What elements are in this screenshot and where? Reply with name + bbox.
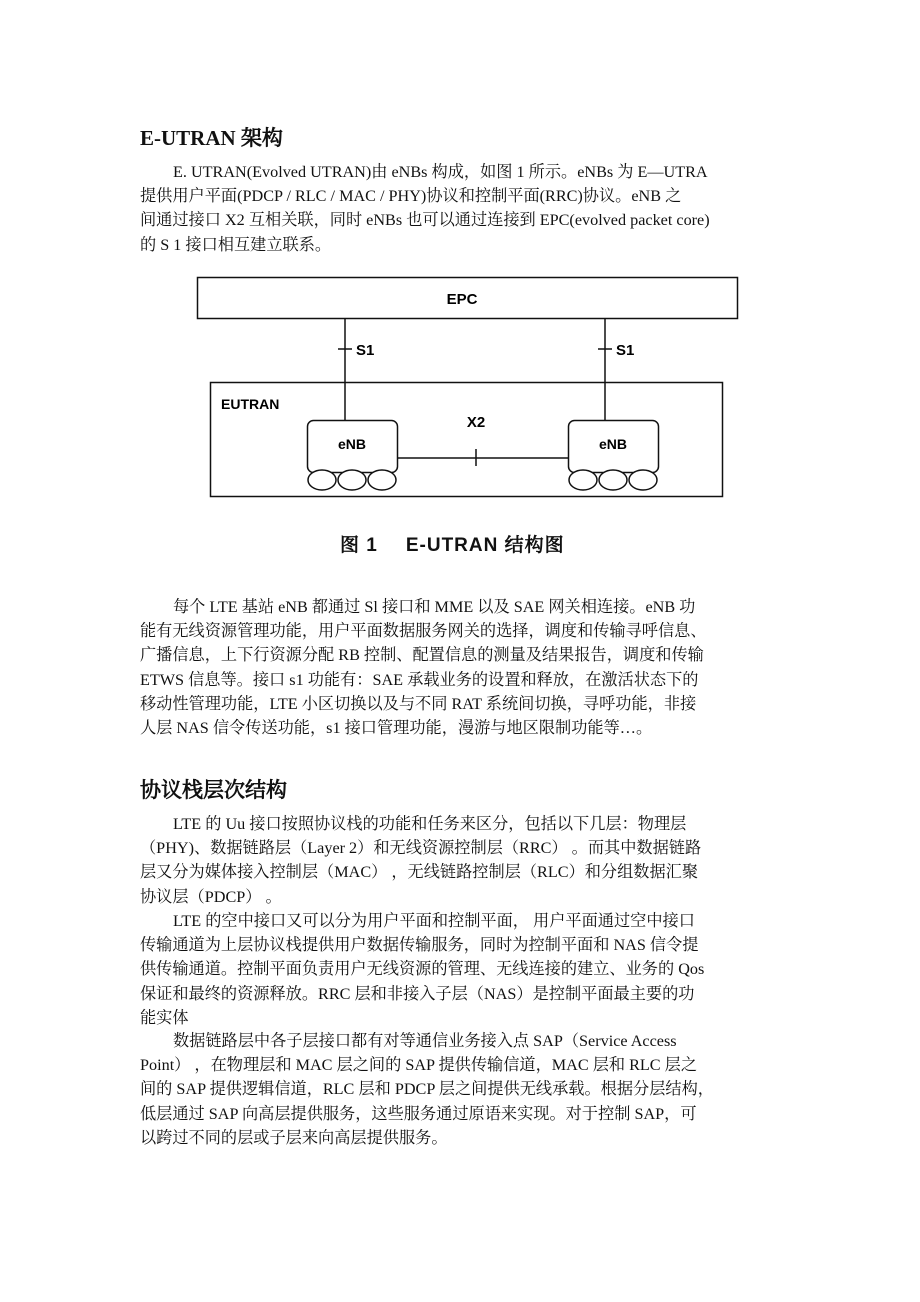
paragraph-enb-functions	[140, 595, 785, 740]
text-line: 人层 NAS 信令传送功能，s1 接口管理功能，漫游与地区限制功能等…。	[140, 719, 653, 738]
text-line: 低层通过 SAP 向高层提供服务，这些服务通过原语来实现。对于控制 SAP，可	[140, 1104, 697, 1123]
text-line: 广播信息，上下行资源分配 RB 控制、配置信息的测量及结果报告，调度和传输	[140, 646, 704, 665]
text-line: ETWS 信息等。接口 s1 功能有：SAE 承载业务的设置和释放，在激活状态下的	[140, 670, 699, 689]
text-line: 能实体	[140, 1008, 189, 1027]
text-line: 传输通道为上层协议栈提供用户数据传输服务，同时为控制平面和 NAS 信令提	[140, 936, 699, 955]
eutran-label: EUTRAN	[221, 396, 280, 412]
text-line: 间的 SAP 提供逻辑信道，RLC 层和 PDCP 层之间提供无线承载。根据分层结构，	[140, 1080, 714, 1099]
enb-left-label: eNB	[337, 436, 367, 452]
text-line: Point） ，在物理层和 MAC 层之间的 SAP 提供传输信道，MAC 层和 RLC 层之	[140, 1056, 698, 1075]
text-line: 移动性管理功能，LTE 小区切换以及与不同 RAT 系统间切换，寻呼功能，非接	[140, 694, 697, 713]
figure-number: 图 1	[340, 535, 378, 556]
text-line: 能有无线资源管理功能，用户平面数据服务网关的选择，调度和传输寻呼信息、	[140, 622, 707, 641]
text-line: 的 S 1 接口相互建立联系。	[140, 235, 332, 254]
text-line: 提供用户平面(PDCP / RLC / MAC / PHY)协议和控制平面(RRC)协议。eNB 之	[140, 187, 682, 206]
eutran-architecture-diagram	[0, 0, 920, 520]
enb-left	[308, 421, 398, 491]
paragraph-uu-layers	[140, 812, 785, 909]
text-line: 保证和最终的资源释放。RRC 层和非接入子层（NAS）是控制平面最主要的功	[140, 984, 695, 1003]
text-line: 层又分为媒体接入控制层（MAC） ，无线链路控制层（RLC）和分组数据汇聚	[140, 863, 699, 882]
s1-right-label: S1	[616, 342, 635, 359]
text-line: 供传输通道。控制平面负责用户无线资源的管理、无线连接的建立、业务的 Qos	[140, 960, 705, 979]
paragraph-sap	[140, 1029, 785, 1150]
text-line: LTE 的 Uu 接口按照协议栈的功能和任务来区分，包括以下几层：物理层	[173, 815, 687, 833]
figure-title: E-UTRAN 结构图	[405, 535, 565, 556]
heading-protocol-stack: 协议栈层次结构	[140, 778, 287, 802]
text-line: 以跨过不同的层或子层来向高层提供服务。	[140, 1128, 448, 1147]
figure-caption	[340, 530, 565, 557]
epc-label: EPC	[446, 291, 478, 308]
paragraph-planes	[140, 909, 785, 1030]
enb-right	[569, 421, 659, 491]
text-line: 间通过接口 X2 互相关联，同时 eNBs 也可以通过连接到 EPC(evolved packet core)	[140, 211, 710, 230]
text-line: 协议层（PDCP） 。	[140, 887, 282, 906]
text-line: （PHY)、数据链路层（Layer 2）和无线资源控制层（RRC） 。而其中数据链路	[140, 839, 702, 858]
text-line: E. UTRAN(Evolved UTRAN)由 eNBs 构成，如图 1 所示。eNBs 为 E—UTRA	[173, 163, 708, 181]
text-line: LTE 的空中接口又可以分为用户平面和控制平面， 用户平面通过空中接口	[173, 912, 695, 930]
s1-left-label: S1	[356, 342, 375, 359]
x2-label: X2	[466, 414, 486, 431]
text-line: 数据链路层中各子层接口都有对等通信业务接入点 SAP（Service Access	[173, 1032, 677, 1050]
heading-eutran-architecture: E-UTRAN 架构	[140, 126, 283, 150]
text-line: 每个 LTE 基站 eNB 都通过 Sl 接口和 MME 以及 SAE 网关相连接。eNB 功	[173, 598, 696, 616]
enb-right-label: eNB	[598, 436, 628, 452]
